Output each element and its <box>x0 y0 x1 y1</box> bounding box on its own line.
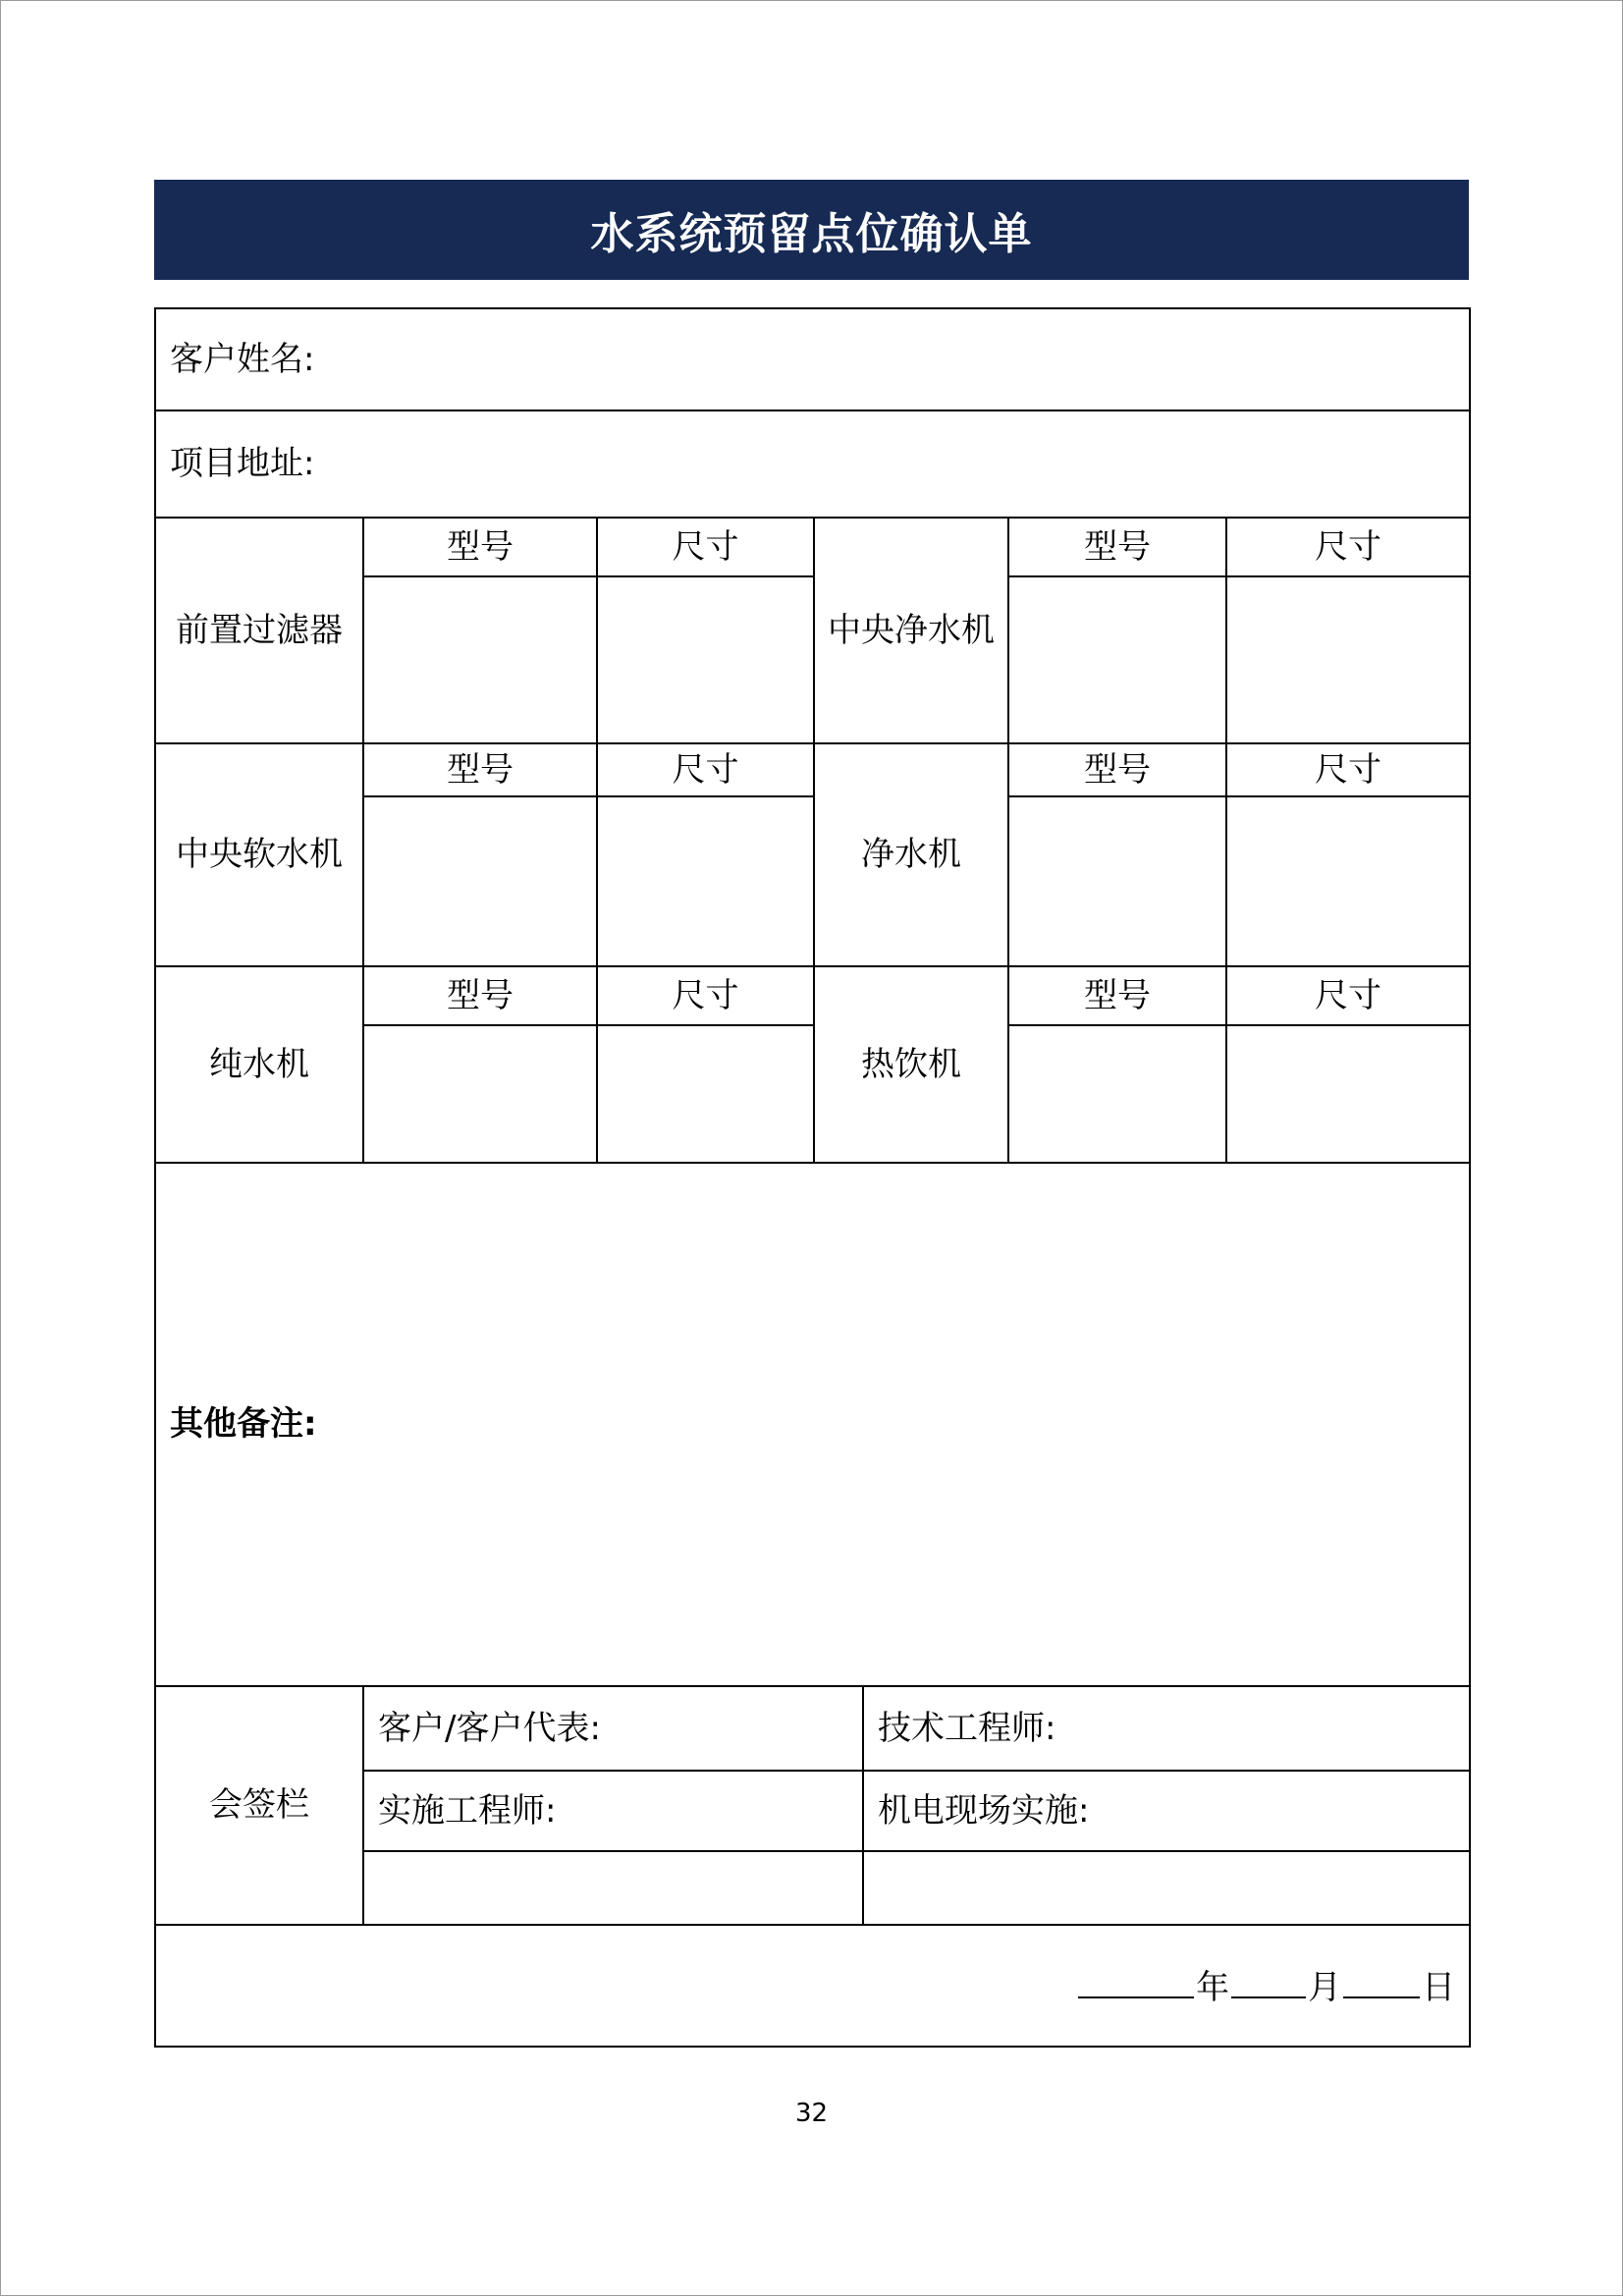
size-header: 尺寸 <box>597 518 814 576</box>
remarks-field[interactable] <box>155 1163 1470 1686</box>
signoff-label: 会签栏 <box>155 1686 363 1925</box>
day-label: 日 <box>1422 1968 1456 2008</box>
form-title: 水系统预留点位确认单 <box>154 180 1469 280</box>
size-input-cell[interactable] <box>597 1025 814 1163</box>
size-header: 尺寸 <box>597 966 814 1025</box>
model-input-cell[interactable] <box>363 576 597 743</box>
year-blank[interactable] <box>1078 1963 1194 1998</box>
equipment-label: 中央软水机 <box>155 743 363 966</box>
model-header: 型号 <box>363 743 597 796</box>
equipment-label: 净水机 <box>814 743 1008 966</box>
equipment-label: 热饮机 <box>814 966 1008 1163</box>
model-input-cell[interactable] <box>1008 1025 1226 1163</box>
project-address-field[interactable] <box>155 410 1470 518</box>
customer-name-field[interactable] <box>155 308 1470 410</box>
confirmation-form <box>154 307 1471 2048</box>
month-blank[interactable] <box>1231 1963 1306 1998</box>
year-label: 年 <box>1196 1968 1230 2008</box>
impl-engineer-label: 实施工程师: <box>378 1790 557 1831</box>
month-label: 月 <box>1308 1968 1342 2008</box>
size-input-cell[interactable] <box>1226 576 1470 743</box>
size-header: 尺寸 <box>1226 743 1470 796</box>
size-input-cell[interactable] <box>597 576 814 743</box>
mep-site-field[interactable] <box>863 1771 1470 1851</box>
customer-rep-label: 客户/客户代表: <box>378 1708 601 1748</box>
size-header: 尺寸 <box>597 743 814 796</box>
remarks-label: 其他备注: <box>170 1404 317 1445</box>
equipment-label: 纯水机 <box>155 966 363 1163</box>
model-input-cell[interactable] <box>1008 576 1226 743</box>
model-header: 型号 <box>363 966 597 1025</box>
date-field[interactable] <box>155 1925 1470 2047</box>
model-input-cell[interactable] <box>1008 796 1226 966</box>
customer-name-label: 客户姓名: <box>170 339 315 379</box>
model-header: 型号 <box>1008 966 1226 1025</box>
model-input-cell[interactable] <box>363 796 597 966</box>
impl-engineer-field[interactable] <box>363 1771 863 1851</box>
model-header: 型号 <box>1008 518 1226 576</box>
model-input-cell[interactable] <box>363 1025 597 1163</box>
size-input-cell[interactable] <box>1226 1025 1470 1163</box>
size-input-cell[interactable] <box>597 796 814 966</box>
model-header: 型号 <box>363 518 597 576</box>
day-blank[interactable] <box>1343 1963 1420 1998</box>
tech-engineer-field[interactable] <box>863 1686 1470 1771</box>
page-number: 32 <box>794 2099 829 2128</box>
mep-site-label: 机电现场实施: <box>878 1790 1090 1831</box>
signature-cell[interactable] <box>863 1851 1470 1925</box>
tech-engineer-label: 技术工程师: <box>878 1708 1056 1748</box>
signature-cell[interactable] <box>363 1851 863 1925</box>
model-header: 型号 <box>1008 743 1226 796</box>
size-input-cell[interactable] <box>1226 796 1470 966</box>
equipment-label: 前置过滤器 <box>155 518 363 743</box>
customer-rep-field[interactable] <box>363 1686 863 1771</box>
size-header: 尺寸 <box>1226 966 1470 1025</box>
project-address-label: 项目地址: <box>170 444 315 484</box>
size-header: 尺寸 <box>1226 518 1470 576</box>
equipment-label: 中央净水机 <box>814 518 1008 743</box>
